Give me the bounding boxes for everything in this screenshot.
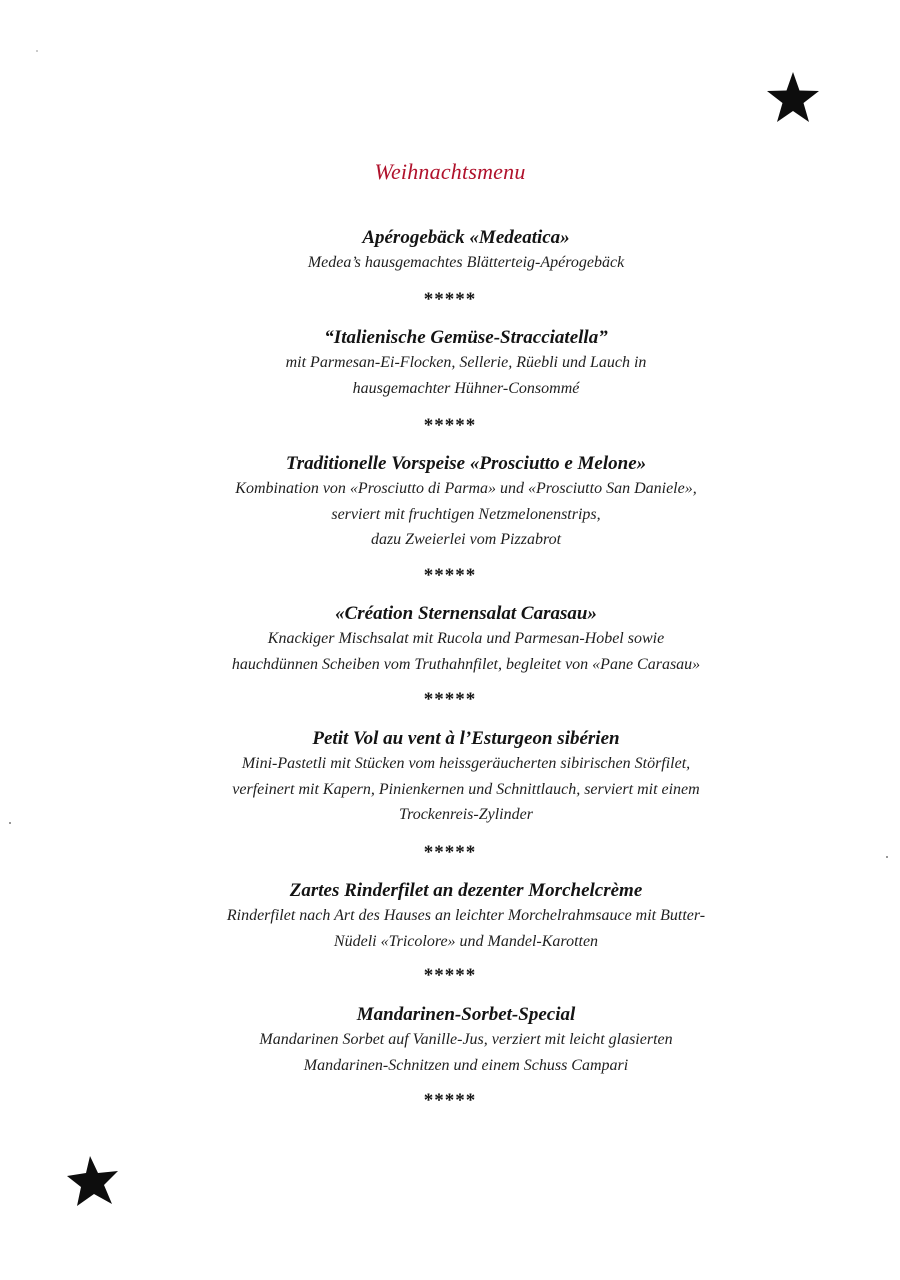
scan-speck — [886, 856, 888, 858]
scan-speck — [36, 50, 38, 52]
course-title: Petit Vol au vent à l’Esturgeon sibérien — [312, 728, 620, 749]
course-separator: ***** — [423, 1090, 477, 1111]
course-description-line: dazu Zweierlei vom Pizzabrot — [370, 531, 562, 548]
course-title: Mandarinen-Sorbet-Special — [356, 1004, 576, 1025]
star-icon — [766, 72, 820, 124]
scan-speck — [9, 822, 11, 824]
course-aperitif — [100, 226, 832, 276]
course-separator: ***** — [423, 289, 477, 310]
course-title: Apérogebäck «Medeatica» — [362, 227, 570, 248]
course-description-line: verfeinert mit Kapern, Pinienkernen und Schnittlauch, serviert mit einem — [232, 780, 700, 798]
course-title: “Italienische Gemüse-Stracciatella” — [324, 327, 608, 348]
course-description-line: Mandarinen-Schnitzen und einem Schuss Campari — [303, 1056, 629, 1074]
course-separator: ***** — [423, 965, 477, 986]
course-separator: ***** — [423, 565, 477, 586]
course-salad — [100, 602, 832, 677]
course-fish — [100, 727, 832, 828]
menu-title: Weihnachtsmenu — [374, 159, 526, 184]
course-description-line: Mini-Pastetli mit Stücken vom heissgeräucherten sibirischen Störfilet, — [241, 755, 691, 772]
course-separator: ***** — [423, 689, 477, 710]
course-description-line: mit Parmesan-Ei-Flocken, Sellerie, Rüebli und Lauch in — [285, 354, 647, 371]
course-title: Traditionelle Vorspeise «Prosciutto e Melone» — [285, 453, 647, 474]
course-separator: ***** — [423, 415, 477, 436]
course-title: Zartes Rinderfilet an dezenter Morchelcrème — [289, 880, 643, 901]
star-icon — [66, 1156, 120, 1208]
course-title: «Création Sternensalat Carasau» — [335, 603, 597, 624]
course-description-line: hausgemachter Hühner-Consommé — [352, 379, 580, 397]
course-description-line: serviert mit fruchtigen Netzmelonenstrips, — [331, 505, 601, 523]
course-soup — [100, 326, 832, 401]
course-description-line: Medea’s hausgemachtes Blätterteig-Apérogebäck — [307, 254, 625, 271]
course-main — [100, 879, 832, 954]
course-starter — [100, 452, 832, 553]
course-separator: ***** — [423, 842, 477, 863]
course-description-line: Mandarinen Sorbet auf Vanille-Jus, verziert mit leicht glasierten — [259, 1031, 673, 1048]
course-description-line: Trockenreis-Zylinder — [399, 806, 533, 823]
course-dessert — [100, 1003, 832, 1078]
course-description-line: Kombination von «Prosciutto di Parma» und «Prosciutto San Daniele», — [235, 480, 697, 497]
course-description-line: Nüdeli «Tricolore» und Mandel-Karotten — [333, 932, 599, 950]
course-description-line: Rinderfilet nach Art des Hauses an leichter Morchelrahmsauce mit Butter- — [226, 907, 706, 924]
course-description-line: hauchdünnen Scheiben vom Truthahnfilet, begleitet von «Pane Carasau» — [231, 655, 701, 673]
course-description-line: Knackiger Mischsalat mit Rucola und Parmesan-Hobel sowie — [267, 630, 665, 647]
